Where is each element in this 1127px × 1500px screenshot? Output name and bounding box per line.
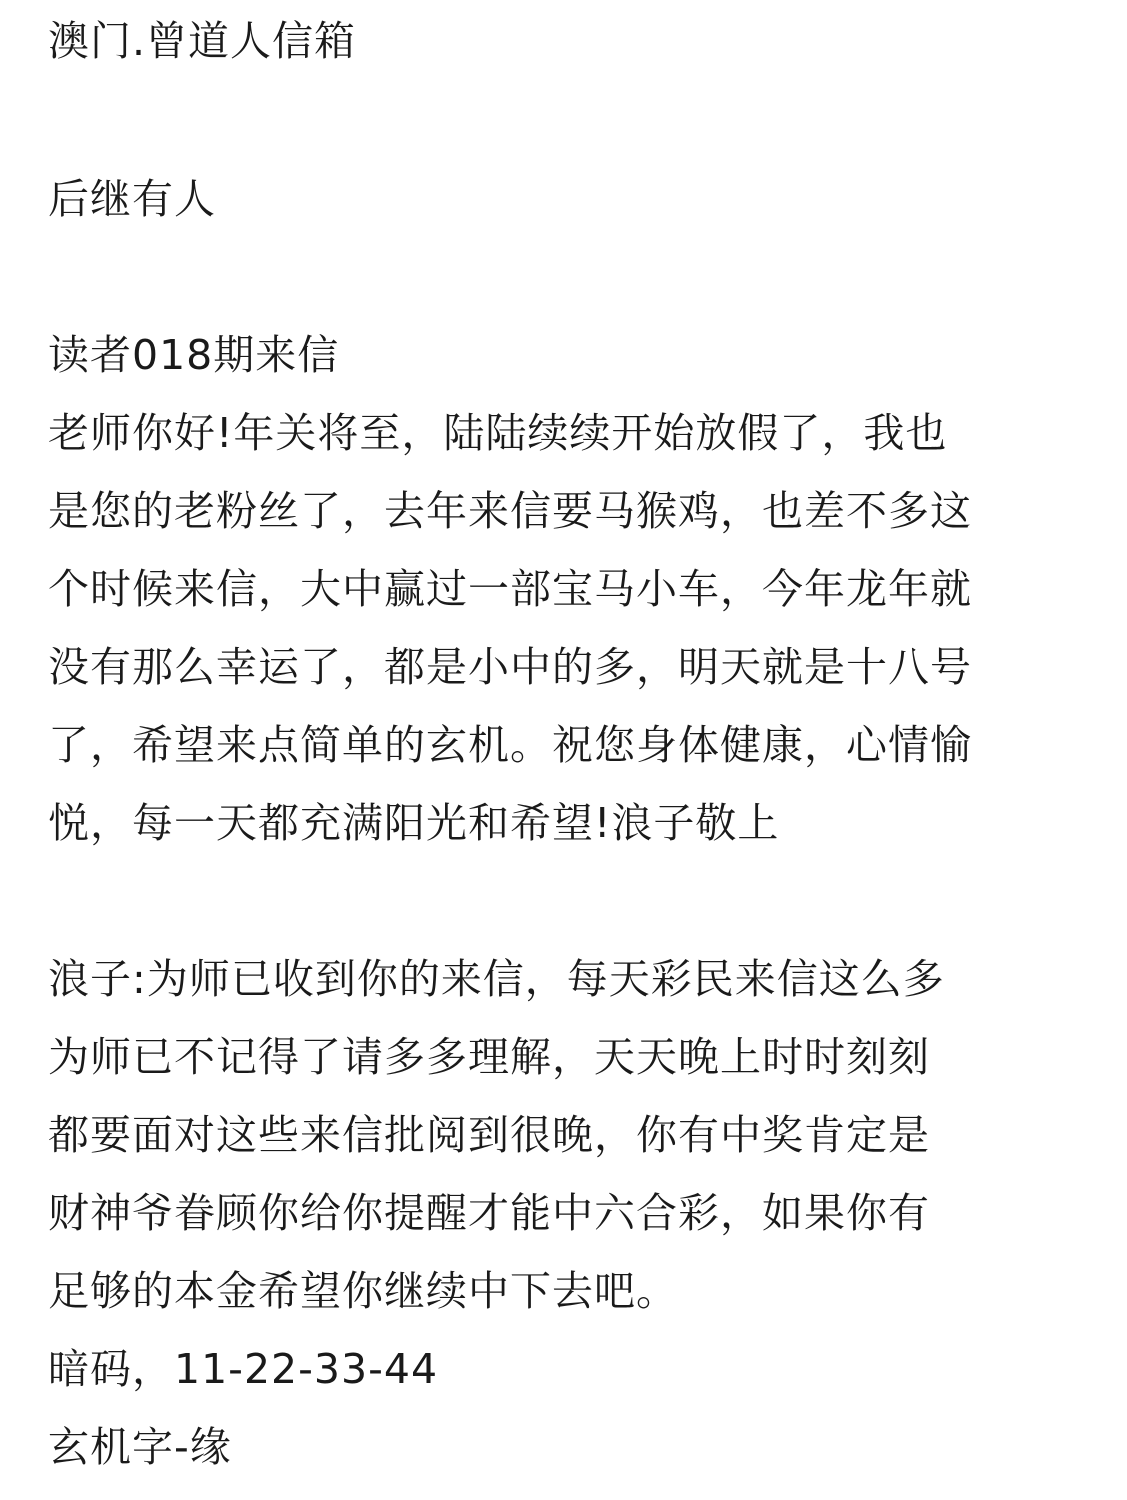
page-subtitle: 后继有人 [48, 175, 216, 223]
reply-line: 为师已不记得了请多多理解，天天晚上时时刻刻 [48, 1033, 930, 1081]
reply-line: 都要面对这些来信批阅到很晚，你有中奖肯定是 [48, 1111, 930, 1159]
reply-line: 财神爷眷顾你给你提醒才能中六合彩，如果你有 [48, 1189, 930, 1237]
reply-line: 浪子:为师已收到你的来信，每天彩民来信这么多 [48, 955, 945, 1003]
letter-line: 了，希望来点简单的玄机。祝您身体健康，心情愉 [48, 721, 972, 769]
code-line: 暗码，11-22-33-44 [48, 1345, 439, 1393]
page-title: 澳门.曾道人信箱 [48, 17, 357, 65]
letter-heading: 读者018期来信 [48, 331, 340, 379]
reply-line: 足够的本金希望你继续中下去吧。 [48, 1267, 678, 1315]
letter-line: 老师你好!年关将至，陆陆续续开始放假了，我也 [48, 409, 948, 457]
hint-line: 玄机字-缘 [48, 1423, 232, 1471]
letter-line: 没有那么幸运了，都是小中的多，明天就是十八号 [48, 643, 972, 691]
letter-line: 是您的老粉丝了，去年来信要马猴鸡，也差不多这 [48, 487, 972, 535]
letter-line: 悦，每一天都充满阳光和希望!浪子敬上 [48, 799, 780, 847]
letter-line: 个时候来信，大中赢过一部宝马小车，今年龙年就 [48, 565, 972, 613]
